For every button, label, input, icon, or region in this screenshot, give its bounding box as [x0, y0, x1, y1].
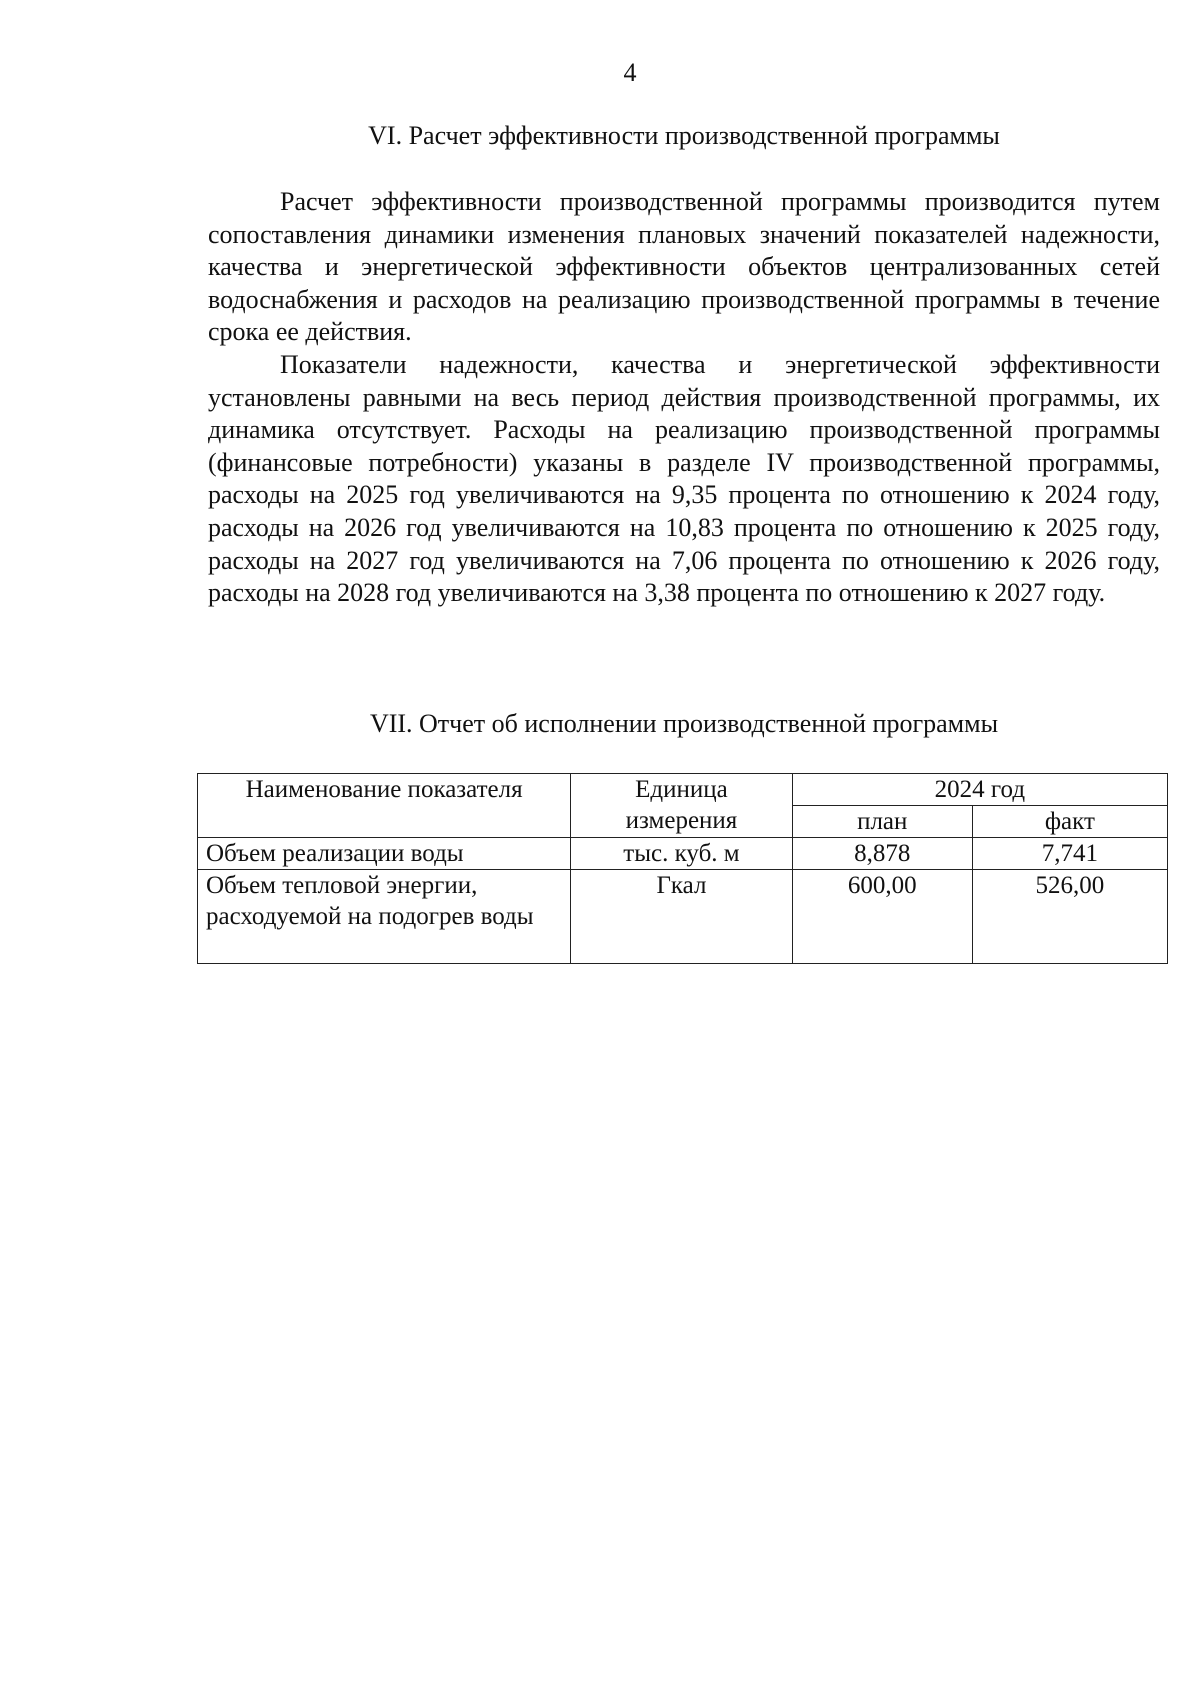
header-fact: факт — [972, 806, 1167, 838]
row-plan-value: 600,00 — [792, 870, 972, 964]
row-unit: тыс. куб. м — [571, 838, 793, 870]
row-plan-value: 8,878 — [792, 838, 972, 870]
report-table — [197, 773, 1168, 964]
row-fact-value: 526,00 — [972, 870, 1167, 964]
row-fact-value: 7,741 — [972, 838, 1167, 870]
table-header-row-1 — [198, 774, 1168, 806]
table-row — [198, 838, 1168, 870]
report-table-body — [198, 838, 1168, 964]
row-unit: Гкал — [571, 870, 793, 964]
section-vii-title: VII. Отчет об исполнении производственной программы — [369, 709, 999, 738]
header-year: 2024 год — [792, 774, 1167, 806]
section-vi-title: VI. Расчет эффективности производственной программы — [368, 121, 1000, 150]
page-number: 4 — [623, 58, 637, 87]
report-table-header — [198, 774, 1168, 838]
header-plan: план — [792, 806, 972, 838]
row-indicator-name: Объем тепловой энергии, расходуемой на подогрев воды — [198, 870, 571, 964]
section-vi-paragraph-1: Расчет эффективности производственной программы производится путем сопоставления динамики изменения плановых значений показателей надежности, качества и энергетической эффективности объектов централизованных сетей водоснабжения и расходов на реализацию производственной программы в течение срока ее действия. — [208, 187, 1160, 347]
header-unit: Единица измерения — [571, 774, 793, 838]
row-indicator-name: Объем реализации воды — [198, 838, 571, 870]
table-row — [198, 870, 1168, 964]
section-vi-paragraph-2: Показатели надежности, качества и энергетической эффективности установлены равными на весь период действия производственной программы, их динамика отсутствует. Расходы на реализацию производственной программы (финансовые потребности) указаны в разделе IV производственной программы, расходы на 2025 год увеличиваются на 9,35 процента по отношению к 2024 году, расходы на 2026 год увеличиваются на 10,83 процента по отношению к 2025 году, расходы на 2027 год увеличиваются на 7,06 процента по отношению к 2026 году, расходы на 2028 год увеличиваются на 3,38 процента по отношению к 2027 году. — [208, 350, 1160, 608]
header-indicator-name: Наименование показателя — [198, 774, 571, 838]
